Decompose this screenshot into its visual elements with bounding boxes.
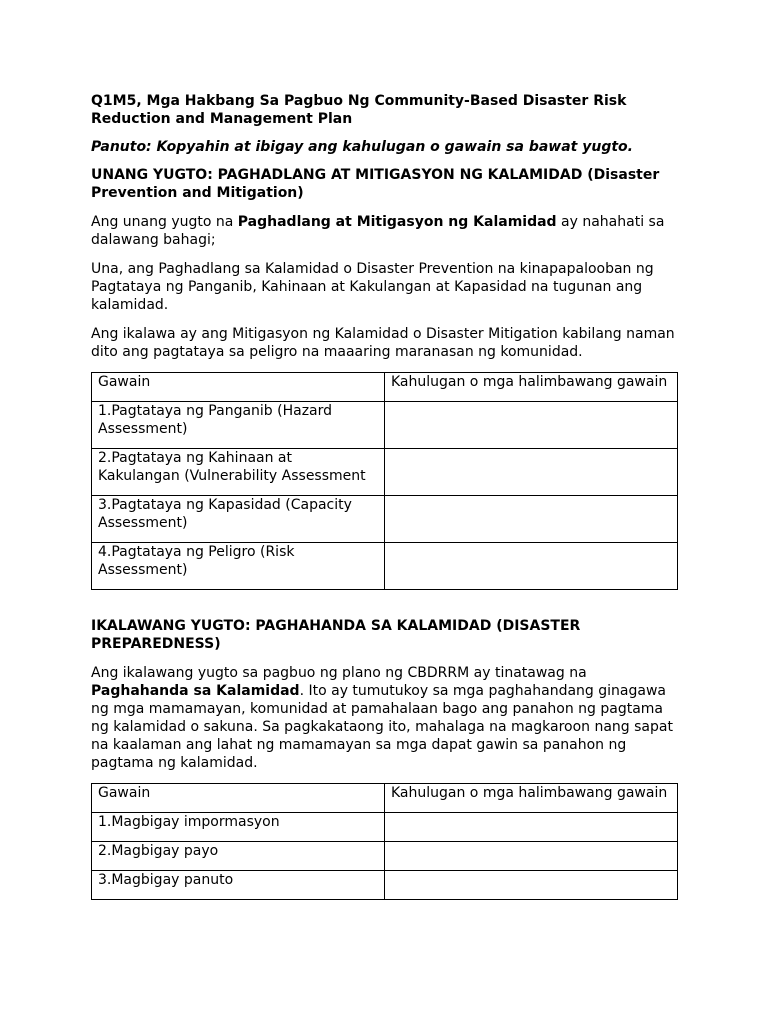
table-cell-gawain: 4.Pagtataya ng Peligro (Risk Assessment) xyxy=(92,543,385,590)
column-header-kahulugan: Kahulugan o mga halimbawang gawain xyxy=(385,373,678,402)
table-cell-kahulugan xyxy=(385,842,678,871)
document-title: Q1M5, Mga Hakbang Sa Pagbuo Ng Community-Based Disaster Risk Reduction and Management Plan xyxy=(91,93,627,127)
table-row xyxy=(92,842,678,871)
column-header-gawain: Gawain xyxy=(92,373,385,402)
section1-paragraph-2: Una, ang Paghadlang sa Kalamidad o Disaster Prevention na kinapapalooban ng Pagtataya ng Panganib, Kahinaan at Kakulangan at Kapasidad na tugunan ang kalamidad. xyxy=(91,261,654,313)
section1-paragraph-3: Ang ikalawa ay ang Mitigasyon ng Kalamidad o Disaster Mitigation kabilang naman dito ang pagtataya sa peligro na maaaring maranasan ng komunidad. xyxy=(91,326,675,360)
table-cell-gawain: 2.Pagtataya ng Kahinaan at Kakulangan (Vulnerability Assessment xyxy=(92,449,385,496)
section2-paragraph-1 xyxy=(91,664,681,772)
column-header-kahulugan: Kahulugan o mga halimbawang gawain xyxy=(385,784,678,813)
table-row xyxy=(92,449,678,496)
table-row xyxy=(92,813,678,842)
section2-heading: IKALAWANG YUGTO: PAGHAHANDA SA KALAMIDAD (DISASTER PREPAREDNESS) xyxy=(91,618,581,652)
instruction: Panuto: Kopyahin at ibigay ang kahulugan o gawain sa bawat yugto. xyxy=(91,139,633,155)
table-row xyxy=(92,496,678,543)
section1-heading: UNANG YUGTO: PAGHADLANG AT MITIGASYON NG KALAMIDAD (Disaster Prevention and Mitigation) xyxy=(91,167,660,201)
table-cell-gawain: 3.Magbigay panuto xyxy=(92,871,385,900)
section2-table xyxy=(91,783,678,900)
table-cell-kahulugan xyxy=(385,543,678,590)
section1-table xyxy=(91,372,678,590)
table-cell-kahulugan xyxy=(385,813,678,842)
document-content xyxy=(91,92,681,900)
table-row xyxy=(92,543,678,590)
table-cell-gawain: 2.Magbigay payo xyxy=(92,842,385,871)
section2-para1-text: Ang ikalawang yugto sa pagbuo ng plano ng CBDRRM ay tinatawag na xyxy=(91,665,587,681)
table-cell-kahulugan xyxy=(385,871,678,900)
column-header-gawain: Gawain xyxy=(92,784,385,813)
section1-para1-bold: Paghadlang at Mitigasyon ng Kalamidad xyxy=(237,214,557,230)
table-header-row xyxy=(92,373,678,402)
section2-para1-bold: Paghahanda sa Kalamidad xyxy=(91,683,300,699)
table-cell-kahulugan xyxy=(385,402,678,449)
table-cell-gawain: 1.Magbigay impormasyon xyxy=(92,813,385,842)
spacer xyxy=(91,590,681,607)
table-row xyxy=(92,402,678,449)
section1-para1-text-end: ay nahahati sa dalawang bahagi; xyxy=(91,214,665,248)
section1-para1-text: Ang unang yugto na xyxy=(91,214,238,230)
section1-paragraph-1 xyxy=(91,213,681,249)
table-cell-kahulugan xyxy=(385,496,678,543)
table-row xyxy=(92,871,678,900)
table-cell-gawain: 3.Pagtataya ng Kapasidad (Capacity Assessment) xyxy=(92,496,385,543)
table-cell-gawain: 1.Pagtataya ng Panganib (Hazard Assessment) xyxy=(92,402,385,449)
table-cell-kahulugan xyxy=(385,449,678,496)
table-header-row xyxy=(92,784,678,813)
section2-para1-text-end: . Ito ay tumutukoy sa mga paghahandang ginagawa ng mga mamamayan, komunidad at pamahalaan bago ang panahon ng pagtama ng kalamidad o sakuna. Sa pagkakataong ito, mahalaga na magkaroon nang sapat na kaalaman ang lahat ng mamamayan sa mga dapat gawin sa panahon ng pagtama ng kalamidad. xyxy=(91,683,673,771)
